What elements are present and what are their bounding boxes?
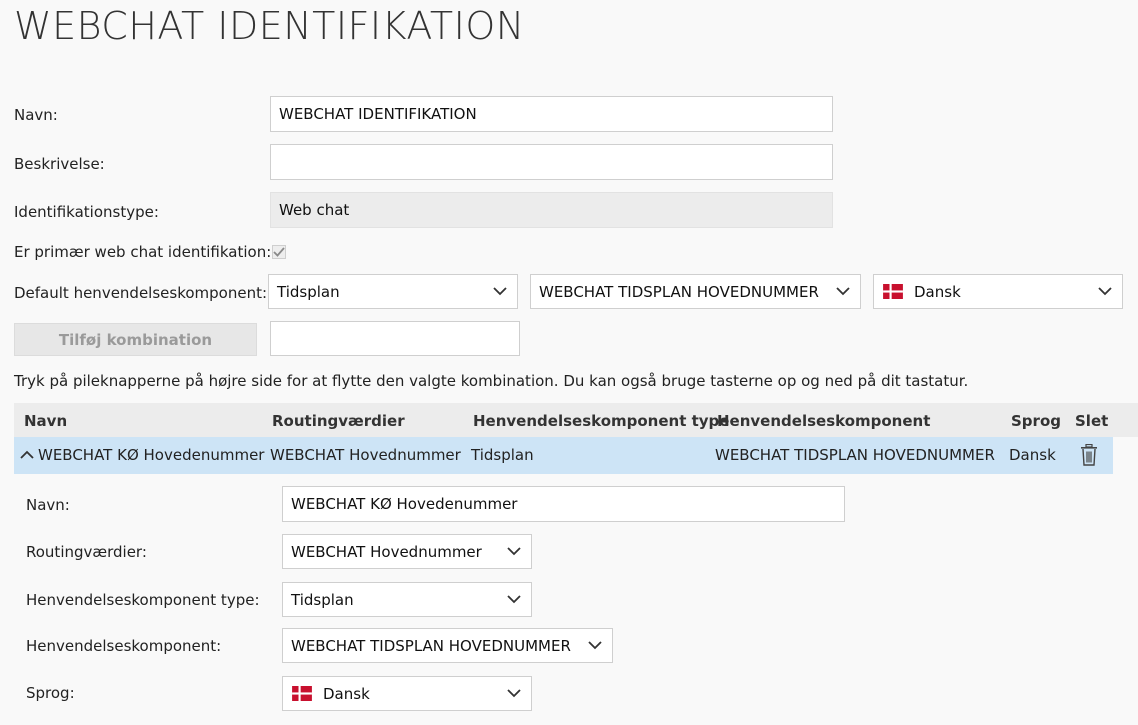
row-routing: WEBCHAT Hovednummer: [270, 446, 461, 464]
name-label: Navn:: [14, 106, 58, 124]
chevron-down-icon: [507, 594, 521, 604]
default-type-select[interactable]: [268, 274, 518, 309]
column-header-component-type[interactable]: Henvendelseskomponent type: [473, 412, 730, 430]
detail-name-input[interactable]: WEBCHAT KØ Hovedenummer: [282, 486, 845, 522]
description-input[interactable]: [270, 144, 833, 180]
table-row[interactable]: [14, 437, 1113, 474]
hint-text: Tryk på pileknapperne på højre side for at flytte den valgte kombination. Du kan også bruge tasterne op og ned på dit tastatur.: [14, 372, 969, 390]
default-language-value: Dansk: [914, 282, 961, 301]
chevron-down-icon: [493, 286, 507, 296]
detail-type-label: Henvendelseskomponent type:: [26, 591, 260, 609]
detail-language-label: Sprog:: [26, 684, 75, 702]
default-type-value: Tidsplan: [277, 282, 340, 301]
table-header: [14, 403, 1138, 437]
detail-component-select[interactable]: [282, 628, 613, 663]
column-header-delete: Slet: [1075, 412, 1109, 430]
default-component-select[interactable]: [530, 274, 861, 309]
identification-type-label: Identifikationstype:: [14, 203, 159, 221]
danish-flag-icon: [291, 686, 313, 701]
danish-flag-icon: [882, 284, 904, 299]
detail-routing-label: Routingværdier:: [26, 543, 147, 561]
check-icon: [272, 245, 286, 259]
detail-routing-select[interactable]: [282, 534, 532, 569]
column-header-routing[interactable]: Routingværdier: [272, 412, 405, 430]
detail-language-select[interactable]: [282, 676, 532, 711]
chevron-up-icon[interactable]: [20, 450, 34, 460]
column-header-language[interactable]: Sprog: [1011, 412, 1061, 430]
chevron-down-icon: [507, 688, 521, 698]
detail-type-select[interactable]: [282, 582, 532, 617]
default-component-value: WEBCHAT TIDSPLAN HOVEDNUMMER: [539, 282, 819, 301]
description-label: Beskrivelse:: [14, 155, 105, 173]
detail-component-value: WEBCHAT TIDSPLAN HOVEDNUMMER: [291, 636, 571, 655]
detail-routing-value: WEBCHAT Hovednummer: [291, 542, 482, 561]
chevron-down-icon: [1098, 286, 1112, 296]
identification-type-field: Web chat: [270, 192, 833, 228]
name-input[interactable]: WEBCHAT IDENTIFIKATION: [270, 96, 833, 132]
detail-language-value: Dansk: [323, 684, 370, 703]
detail-type-value: Tidsplan: [291, 590, 354, 609]
column-header-component[interactable]: Henvendelseskomponent: [717, 412, 931, 430]
row-component: WEBCHAT TIDSPLAN HOVEDNUMMER: [715, 446, 995, 464]
column-header-name[interactable]: Navn: [24, 412, 68, 430]
chevron-down-icon: [507, 546, 521, 556]
detail-name-label: Navn:: [26, 496, 70, 514]
primary-checkbox[interactable]: [272, 245, 286, 259]
row-name: WEBCHAT KØ Hovedenummer: [38, 446, 265, 464]
combination-input[interactable]: [270, 321, 520, 356]
row-language: Dansk: [1009, 446, 1056, 464]
default-language-select[interactable]: [873, 274, 1123, 309]
row-component-type: Tidsplan: [471, 446, 534, 464]
detail-component-label: Henvendelseskomponent:: [26, 637, 222, 655]
chevron-down-icon: [836, 286, 850, 296]
primary-label: Er primær web chat identifikation:: [14, 243, 272, 261]
add-combination-button[interactable]: Tilføj kombination: [14, 323, 257, 356]
trash-icon[interactable]: [1080, 444, 1098, 466]
default-component-label: Default henvendelseskomponent:: [14, 284, 268, 302]
chevron-down-icon: [588, 640, 602, 650]
page-title: WEBCHAT IDENTIFIKATION: [14, 4, 525, 48]
